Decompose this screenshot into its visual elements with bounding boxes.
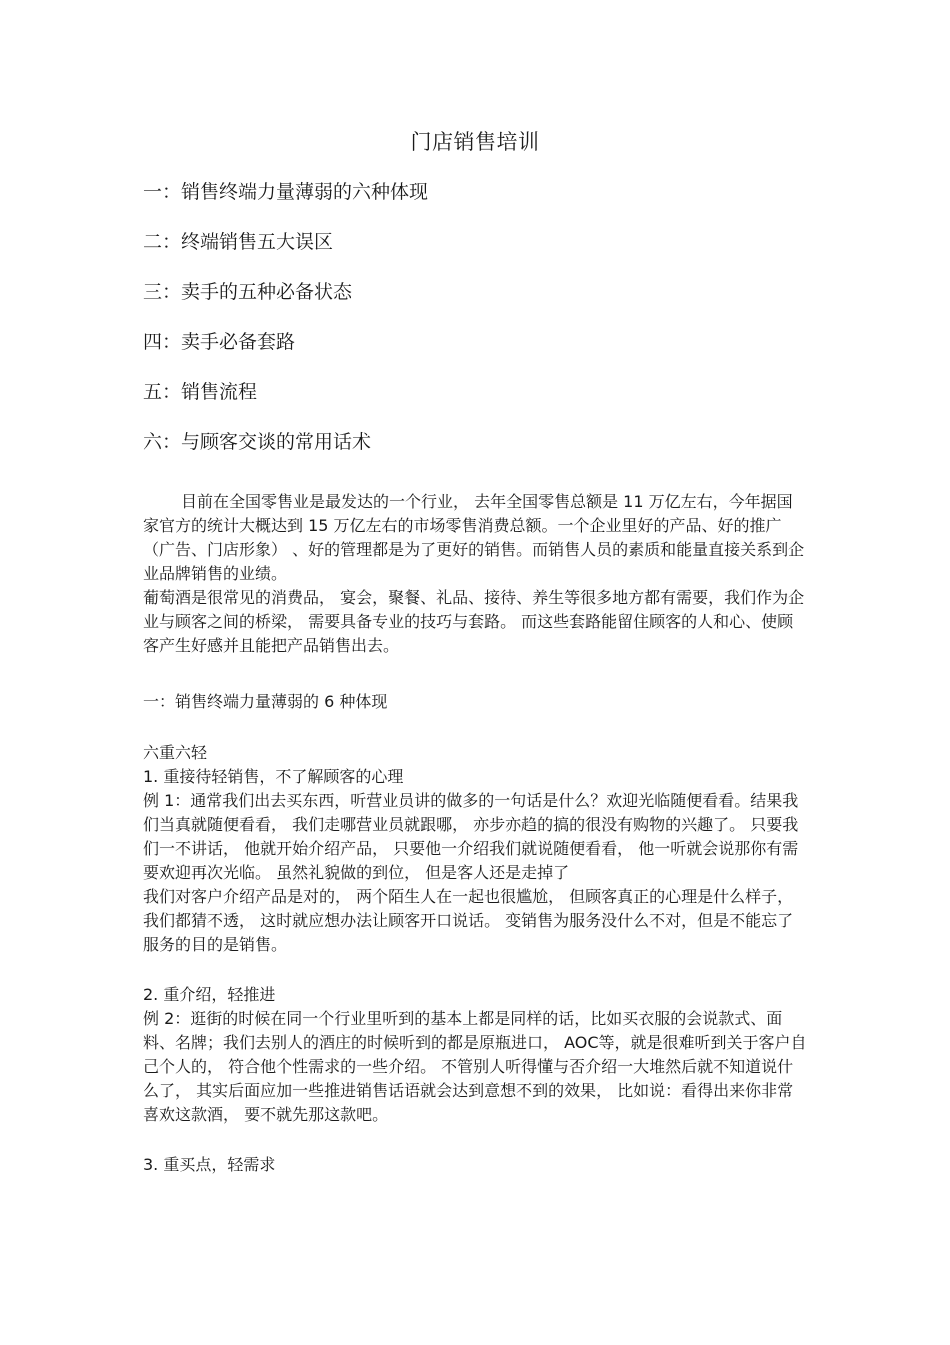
toc-item: 三：卖手的五种必备状态 bbox=[143, 281, 353, 303]
section-heading: 一：销售终端力量薄弱的 6 种体现 bbox=[143, 692, 388, 711]
table-of-contents bbox=[143, 178, 428, 478]
intro-paragraph: 目前在全国零售业是最发达的一个行业， 去年全国零售总额是 11 万亿左右，今年据国家官方的统计大概达到 15 万亿左右的市场零售消费总额。一个企业里好的产品、好的推广（广告、门店形象） 、好的管理都是为了更好的销售。而销售人员的素质和能量直接关系到企业品牌销售的业绩。 bbox=[143, 492, 805, 583]
document-title: 门店销售培训 bbox=[410, 130, 540, 154]
toc-item: 二：终端销售五大误区 bbox=[143, 231, 334, 253]
section-body bbox=[143, 741, 808, 1177]
spacer bbox=[143, 1127, 808, 1153]
subheading: 六重六轻 bbox=[143, 743, 208, 762]
toc-item: 五：销售流程 bbox=[143, 381, 258, 403]
toc-item: 一：销售终端力量薄弱的六种体现 bbox=[143, 181, 429, 203]
item-heading: 1. 重接待轻销售，不了解顾客的心理 bbox=[143, 767, 404, 786]
item-heading: 3. 重买点，轻需求 bbox=[143, 1155, 276, 1174]
toc-item: 四：卖手必备套路 bbox=[143, 331, 296, 353]
intro-paragraph: 葡萄酒是很常见的消费品， 宴会，聚餐、礼品、接待、养生等很多地方都有需要，我们作为企业与顾客之间的桥梁， 需要具备专业的技巧与套路。 而这些套路能留住顾客的人和心、使顾客产生好感并且能把产品销售出去。 bbox=[143, 588, 805, 655]
spacer bbox=[143, 957, 808, 983]
example-paragraph: 例 1：通常我们出去买东西，听营业员讲的做多的一句话是什么？欢迎光临随便看看。结果我们当真就随便看看， 我们走哪营业员就跟哪， 亦步亦趋的搞的很没有购物的兴趣了。 只要我们一不讲话， 他就开始介绍产品， 只要他一介绍我们就说随便看看， 他一听就会说那你有需要欢迎再次光临。 虽然礼貌做的到位， 但是客人还是走掉了 bbox=[143, 791, 799, 882]
toc-item: 六：与顾客交谈的常用话术 bbox=[143, 431, 372, 453]
comment-paragraph: 我们对客户介绍产品是对的， 两个陌生人在一起也很尴尬， 但顾客真正的心理是什么样子， 我们都猜不透， 这时就应想办法让顾客开口说话。 变销售为服务没什么不对，但是不能忘了服务的目的是销售。 bbox=[143, 887, 794, 954]
item-heading: 2. 重介绍，轻推进 bbox=[143, 985, 276, 1004]
intro-section bbox=[143, 490, 808, 658]
example-paragraph: 例 2：逛街的时候在同一个行业里听到的基本上都是同样的话，比如买衣服的会说款式、面料、名牌；我们去别人的酒庄的时候听到的都是原瓶进口， AOC等，就是很难听到关于客户自己个人的， 符合他个性需求的一些介绍。 不管别人听得懂与否介绍一大堆然后就不知道说什么了， 其实后面应加一些推进销售话语就会达到意想不到的效果， 比如说：看得出来你非常喜欢这款酒， 要不就先那这款吧。 bbox=[143, 1009, 807, 1124]
